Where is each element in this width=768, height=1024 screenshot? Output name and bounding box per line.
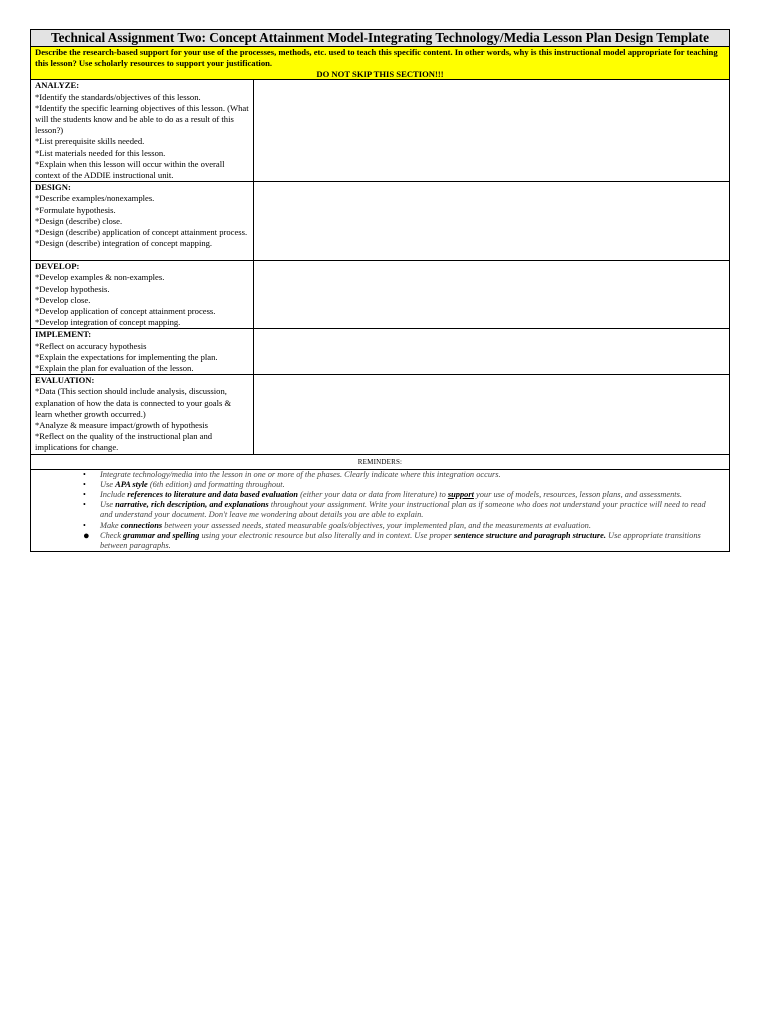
section-item: *Explain when this lesson will occur within the overall context of the ADDIE instructional unit. xyxy=(35,158,225,181)
section-heading: EVALUATION: xyxy=(35,375,95,386)
reminder-text: Check xyxy=(100,530,124,540)
section-item: *List prerequisite skills needed. xyxy=(35,136,145,147)
section-row-evaluation xyxy=(31,375,730,454)
section-item: *List materials needed for this lesson. xyxy=(35,147,166,158)
lesson-plan-table xyxy=(30,29,730,552)
reminder-item xyxy=(35,480,725,490)
section-item: *Develop examples & non-examples. xyxy=(35,272,165,283)
section-item: *Formulate hypothesis. xyxy=(35,204,116,215)
section-item: *Analyze & measure impact/growth of hypothesis xyxy=(35,420,209,431)
section-item: *Reflect on accuracy hypothesis xyxy=(35,340,147,351)
section-row-design xyxy=(31,182,730,261)
research-support-text: Describe the research-based support for your use of the processes, methods, etc. used to teach this specific content. In other words, why is this instructional model appropriate for teaching this lesson? Use scholarly resources to support your justification. xyxy=(35,47,718,68)
reminder-text: Use xyxy=(100,500,116,510)
response-cell-develop[interactable] xyxy=(254,261,730,329)
reminder-text: sentence structure and paragraph structure. xyxy=(453,530,606,540)
reminder-text: Use appropriate transitions between paragraphs. xyxy=(100,530,701,551)
reminder-text: Integrate technology/media into the lesson in one or more of the phases. Clearly indicate where this integration occurs. xyxy=(100,469,501,479)
reminder-text: Include xyxy=(100,490,128,500)
research-support-instructions xyxy=(31,47,730,80)
reminder-text: connections xyxy=(120,520,163,530)
reminder-text: your use of models, resources, lesson plans, and assessments. xyxy=(473,490,682,500)
reminder-text: support xyxy=(447,490,474,500)
bullet-icon: • xyxy=(83,500,86,510)
section-item: *Describe examples/nonexamples. xyxy=(35,193,155,204)
section-prompt-develop xyxy=(31,261,254,329)
reminders-title: REMINDERS: xyxy=(31,454,730,469)
section-prompt-analyze xyxy=(31,80,254,182)
section-item: *Explain the plan for evaluation of the lesson. xyxy=(35,363,194,374)
section-item: *Develop close. xyxy=(35,294,91,305)
reminder-text: (either your data or data from literature) to xyxy=(297,490,448,500)
reminder-text: between your assessed needs, stated measurable goals/objectives, your implemented plan, and the measurements at evaluation. xyxy=(162,520,591,530)
reminder-item xyxy=(35,470,725,480)
section-item: *Design (describe) close. xyxy=(35,215,123,226)
reminder-text: grammar and spelling xyxy=(123,530,200,540)
section-item: *Design (describe) integration of concept mapping. xyxy=(35,238,213,249)
response-cell-evaluation[interactable] xyxy=(254,375,730,454)
reminder-text: (6th edition) and formatting throughout. xyxy=(147,479,285,489)
section-heading: DEVELOP: xyxy=(35,261,80,272)
bullet-icon: • xyxy=(83,490,86,500)
reminder-text: references to literature and data based evaluation xyxy=(127,490,298,500)
section-heading: DESIGN: xyxy=(35,182,71,193)
section-heading: IMPLEMENT: xyxy=(35,329,92,340)
do-not-skip-warning: DO NOT SKIP THIS SECTION!!! xyxy=(316,68,444,79)
section-item: *Identify the standards/objectives of this lesson. xyxy=(35,91,201,102)
bullet-icon: • xyxy=(83,520,86,530)
reminder-text: narrative, rich description, and explanations xyxy=(115,500,269,510)
section-prompt-evaluation xyxy=(31,375,254,454)
section-item: *Data (This section should include analysis, discussion, explanation of how the data is connected to your goals & learn whether growth occurred.) xyxy=(35,386,232,419)
lesson-plan-document xyxy=(30,29,729,552)
reminder-item xyxy=(35,531,725,551)
reminder-text: throughout your assignment. Write your instructional plan as if someone who does not understand your practice will need to read and understand your document. Don't leave me wondering about details you are able to explain. xyxy=(100,500,706,520)
section-row-develop xyxy=(31,261,730,329)
bullet-icon: • xyxy=(83,479,86,489)
section-item: *Reflect on the quality of the instructional plan and implications for change. xyxy=(35,431,213,453)
section-item: *Develop hypothesis. xyxy=(35,283,110,294)
section-item: *Design (describe) application of concept attainment process. xyxy=(35,227,248,238)
reminder-text: Use xyxy=(100,479,116,489)
section-item: *Identify the specific learning objectives of this lesson. (What will the students know and be able to do as a result of this lesson?) xyxy=(35,102,249,136)
section-item: *Explain the expectations for implementing the plan. xyxy=(35,351,218,362)
section-prompt-implement xyxy=(31,329,254,375)
response-cell-analyze[interactable] xyxy=(254,80,730,182)
reminder-item xyxy=(35,500,725,520)
reminder-text: APA style xyxy=(115,479,148,489)
bullet-icon: ● xyxy=(83,529,90,542)
bullet-icon: • xyxy=(83,469,86,479)
reminders-list-cell xyxy=(31,469,730,552)
reminders-list xyxy=(35,470,725,552)
section-row-implement xyxy=(31,329,730,375)
reminder-item xyxy=(35,490,725,500)
section-prompt-design xyxy=(31,182,254,261)
reminder-text: using your electronic resource but also literally and in context. Use proper xyxy=(199,530,454,540)
reminder-text: Make xyxy=(100,520,121,530)
document-title: Technical Assignment Two: Concept Attainment Model-Integrating Technology/Media Lesson Plan Design Template xyxy=(31,30,730,47)
response-cell-implement[interactable] xyxy=(254,329,730,375)
reminder-item xyxy=(35,521,725,531)
section-heading: ANALYZE: xyxy=(35,80,80,91)
section-item: *Develop application of concept attainment process. xyxy=(35,306,216,317)
response-cell-design[interactable] xyxy=(254,182,730,261)
section-item: *Develop integration of concept mapping. xyxy=(35,317,181,328)
section-row-analyze xyxy=(31,80,730,182)
